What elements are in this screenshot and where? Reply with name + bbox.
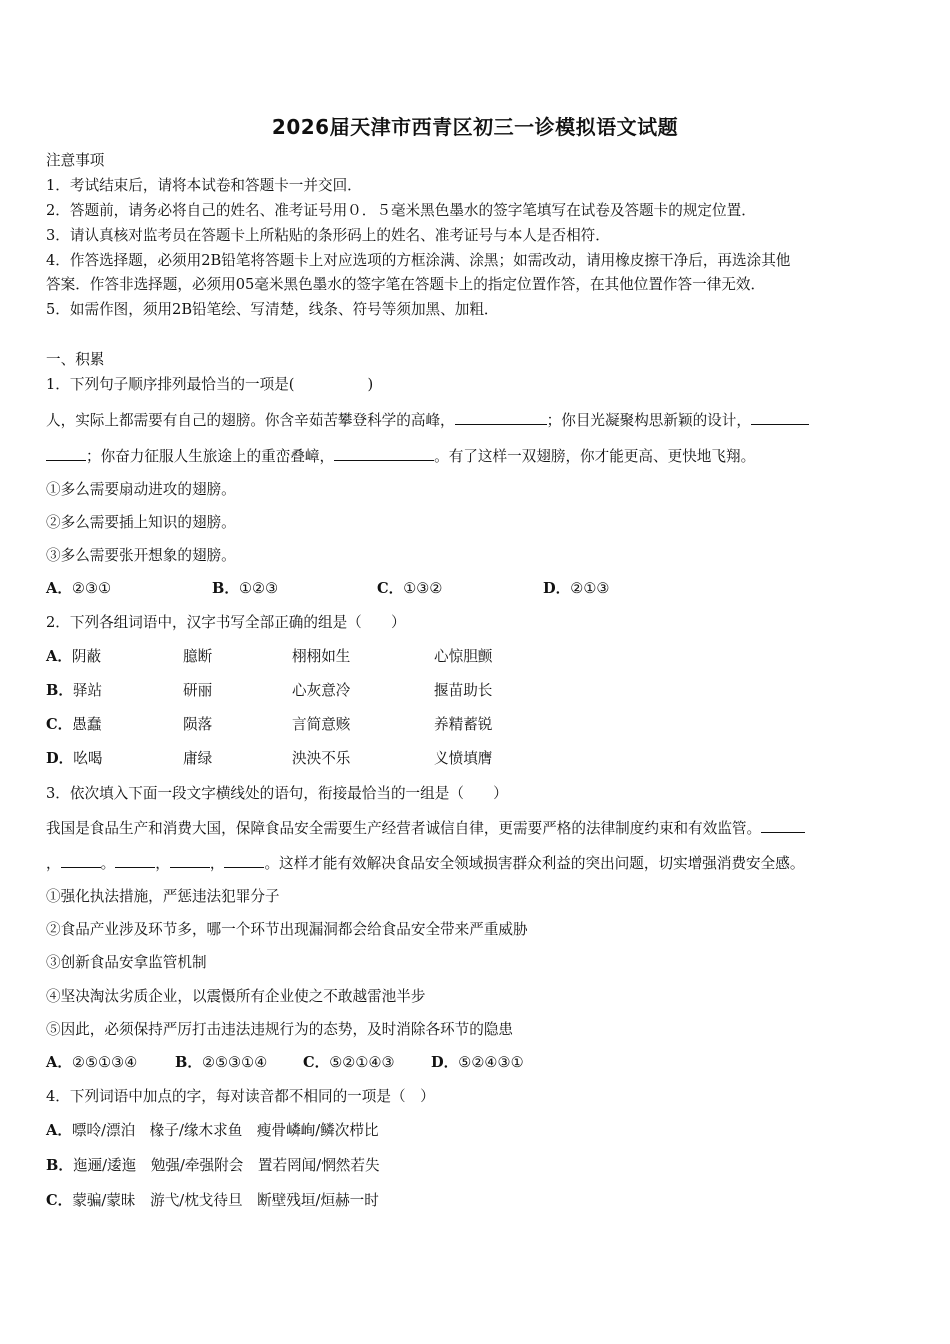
choice-text: ②①③ [570, 580, 610, 597]
notice-item: 1．考试结束后，请将本试卷和答题卡一并交回． [46, 177, 362, 194]
sentence-option: ⑤因此，必须保持严厉打击违法违规行为的态势，及时消除各环节的隐患 [46, 1021, 514, 1038]
passage-text: ；你奋力征服人生旅途上的重峦叠嶂， [86, 448, 335, 465]
fill-blank [751, 410, 809, 425]
choice-word: 心灰意冷 [292, 682, 351, 699]
fill-blank [761, 818, 805, 833]
choice-label: D． [46, 750, 74, 767]
choice-word: 阴蔽 [71, 648, 102, 665]
choice-word: 言简意赅 [292, 716, 351, 733]
choice-a[interactable] [46, 1121, 379, 1141]
choice-text: ①②③ [238, 580, 279, 597]
question-3-stem: 3．依次填入下面一段文字横线处的语句，衔接最恰当的一组是（ ） [46, 785, 508, 802]
question-3-passage-line [46, 818, 805, 839]
choice-text: ②③① [71, 580, 112, 597]
choice-label: B． [212, 580, 239, 597]
choice-label: B． [175, 1054, 202, 1071]
choice-label: A． [46, 580, 72, 597]
page-title: 2026届天津市西青区初三一诊模拟语文试题 [271, 115, 679, 139]
choice-word: 驿站 [72, 682, 103, 699]
sentence-option: ③创新食品安拿监管机制 [46, 954, 207, 971]
notice-heading: 注意事项 [46, 152, 105, 169]
notice-item: 4．作答选择题，必须用2B铅笔将答题卡上对应选项的方框涂满、涂黑；如需改动，请用橡皮擦干净后，再选涂其他 [46, 252, 791, 269]
question-1-stem: 1．下列句子顺序排列最恰当的一项是( ) [46, 376, 374, 393]
choice-word: 陨落 [183, 716, 213, 733]
choice-b[interactable] [212, 579, 278, 599]
notice-item: 5．如需作图，须用2B铅笔绘、写清楚，线条、符号等须加黑、加粗． [46, 301, 499, 318]
choice-text: ②⑤①③④ [71, 1054, 138, 1071]
choice-text: ⑤②④③① [458, 1054, 524, 1071]
choice-word: 义愤填膺 [434, 750, 493, 767]
passage-text: ， [155, 855, 170, 872]
sentence-option: ②多么需要插上知识的翅膀。 [46, 514, 236, 531]
passage-text: 。 [100, 855, 116, 872]
choice-label: A． [46, 648, 72, 665]
choice-text: ①③② [403, 580, 443, 597]
choice-text: ②⑤③①④ [201, 1054, 268, 1071]
question-1-passage-line [46, 410, 906, 431]
sentence-option: ①多么需要扇动进攻的翅膀。 [46, 481, 236, 498]
fill-blank [224, 853, 264, 868]
choice-word: 愚蠢 [72, 716, 102, 733]
choice-word: 泱泱不乐 [292, 750, 351, 767]
question-1-passage-line [46, 446, 755, 467]
choice-word: 心惊胆颤 [434, 648, 493, 665]
choice-label: B． [46, 682, 73, 699]
choice-word: 栩栩如生 [292, 648, 351, 665]
question-3-passage-line [46, 853, 804, 874]
fill-blank [115, 853, 155, 868]
choice-d[interactable] [543, 579, 610, 599]
choice-label: D． [431, 1054, 459, 1071]
notice-item: 答案．作答非选择题，必须用05毫米黑色墨水的签字笔在答题卡上的指定位置作答，在其他位置作答一律无效． [46, 276, 766, 293]
choice-text: ⑤②①④③ [329, 1054, 395, 1071]
passage-text: 人，实际上都需要有自己的翅膀。你含辛茹苦攀登科学的高峰， [46, 412, 455, 429]
choice-c[interactable] [46, 715, 101, 735]
choice-word: 臆断 [183, 648, 213, 665]
question-2-stem: 2．下列各组词语中，汉字书写全部正确的组是（ ） [46, 614, 406, 631]
choice-label: A． [46, 1054, 72, 1071]
passage-text: ， [209, 855, 225, 872]
choice-a[interactable] [46, 1053, 137, 1073]
choice-a[interactable] [46, 579, 111, 599]
choice-label: C． [46, 1192, 73, 1209]
choice-word: 研丽 [183, 682, 213, 699]
choice-label: A． [46, 1122, 72, 1139]
fill-blank [170, 853, 210, 868]
choice-label: D． [543, 580, 571, 597]
sentence-option: ④坚决淘汰劣质企业，以震慑所有企业使之不敢越雷池半步 [46, 988, 426, 1005]
choice-text: 嘌呤/漂泊 椽子/缘木求鱼 瘦骨嶙峋/鳞次栉比 [71, 1122, 379, 1139]
section-heading: 一、积累 [46, 351, 105, 368]
passage-text: ；你目光凝聚构思新颖的设计， [546, 412, 751, 429]
fill-blank [334, 446, 434, 461]
passage-text: ， [46, 855, 61, 872]
choice-word: 吆喝 [73, 750, 103, 767]
choice-d[interactable] [431, 1053, 524, 1073]
choice-c[interactable] [377, 579, 442, 599]
choice-word: 庸绿 [183, 750, 213, 767]
choice-b[interactable] [175, 1053, 267, 1073]
choice-text: 蒙骗/蒙昧 游弋/枕戈待旦 断壁残垣/烜赫一时 [72, 1192, 379, 1209]
sentence-option: ②食品产业涉及环节多，哪一个环节出现漏洞都会给食品安全带来严重威胁 [46, 921, 528, 938]
sentence-option: ③多么需要张开想象的翅膀。 [46, 547, 236, 564]
choice-label: C． [46, 716, 73, 733]
choice-b[interactable] [46, 681, 102, 701]
choice-c[interactable] [303, 1053, 395, 1073]
passage-text: 。这样才能有效解决食品安全领域损害群众利益的突出问题，切实增强消费安全感。 [264, 855, 805, 872]
choice-c[interactable] [46, 1191, 379, 1211]
notice-item: 3．请认真核对监考员在答题卡上所粘贴的条形码上的姓名、准考证号与本人是否相符． [46, 227, 610, 244]
fill-blank [61, 853, 101, 868]
passage-text: 我国是食品生产和消费大国，保障食品安全需要生产经营者诚信自律，更需要严格的法律制度约束和有效监管。 [46, 820, 762, 837]
choice-label: C． [303, 1054, 330, 1071]
choice-text: 迤逦/逶迤 勉强/牵强附会 置若罔闻/惘然若失 [72, 1157, 380, 1174]
choice-word: 养精蓄锐 [434, 716, 493, 733]
question-4-stem: 4．下列词语中加点的字，每对读音都不相同的一项是（ ） [46, 1088, 435, 1105]
choice-word: 揠苗助长 [434, 682, 493, 699]
fill-blank [46, 446, 86, 461]
passage-text: 。有了这样一双翅膀，你才能更高、更快地飞翔。 [434, 448, 756, 465]
fill-blank [455, 410, 547, 425]
sentence-option: ①强化执法措施，严惩违法犯罪分子 [46, 888, 280, 905]
choice-b[interactable] [46, 1156, 380, 1176]
choice-d[interactable] [46, 749, 102, 769]
notice-item: 2．答题前，请务必将自己的姓名、准考证号用０．５毫米黑色墨水的签字笔填写在试卷及答题卡的规定位置． [46, 202, 756, 219]
choice-label: B． [46, 1157, 73, 1174]
choice-label: C． [377, 580, 404, 597]
choice-a[interactable] [46, 647, 101, 667]
